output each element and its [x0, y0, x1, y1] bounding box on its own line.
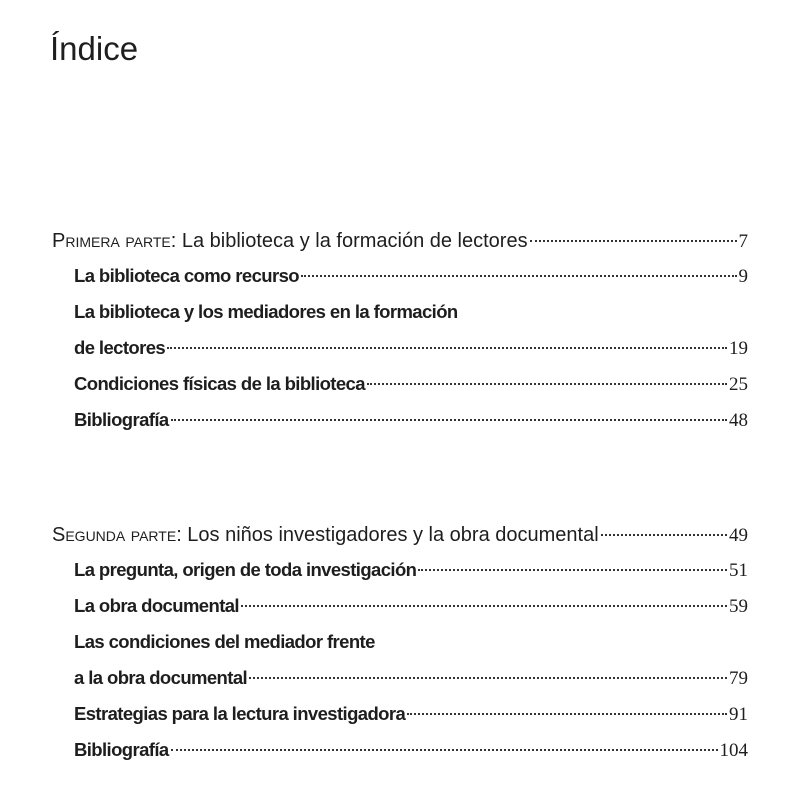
dot-leader — [407, 713, 727, 715]
page-number: 49 — [729, 525, 748, 546]
entry-title: La pregunta, origen de toda investigación — [74, 559, 417, 580]
toc-entry-continuation[interactable] — [52, 660, 748, 696]
page-number: 25 — [729, 374, 748, 395]
entry-title: de lectores — [74, 337, 166, 358]
entry-title: La biblioteca como recurso — [74, 265, 299, 286]
part-title: : Los niños investigadores y la obra documental — [176, 524, 599, 546]
entry-title: La obra documental — [74, 595, 239, 616]
dot-leader — [530, 240, 737, 242]
entry-title: Estrategias para la lectura investigadora — [74, 703, 406, 724]
toc-part-2 — [52, 518, 748, 768]
entry-title: La biblioteca y los mediadores en la formación — [74, 301, 458, 322]
dot-leader — [249, 677, 727, 679]
page-number: 104 — [719, 740, 748, 761]
entry-title: a la obra documental — [74, 667, 248, 688]
entry-title: Las condiciones del mediador frente — [74, 631, 375, 652]
page-number: 79 — [729, 668, 748, 689]
dot-leader — [301, 275, 737, 277]
toc-entry[interactable] — [52, 552, 748, 588]
dot-leader — [171, 749, 718, 751]
page-title: Índice — [50, 30, 139, 67]
page-number: 59 — [729, 596, 748, 617]
page-number: 19 — [729, 338, 748, 359]
toc-entry[interactable] — [52, 732, 748, 768]
toc-entry[interactable] — [52, 588, 748, 624]
entry-title: Bibliografía — [74, 409, 169, 430]
entry-title: Bibliografía — [74, 739, 169, 760]
toc-part-1 — [52, 224, 748, 438]
page-number: 9 — [738, 266, 748, 287]
dot-leader — [241, 605, 727, 607]
toc-entry-continuation[interactable] — [52, 330, 748, 366]
page-number: 48 — [729, 410, 748, 431]
page-number: 7 — [738, 231, 748, 252]
part-label: Primera parte — [52, 230, 171, 252]
dot-leader — [171, 419, 727, 421]
part-label: Segunda parte — [52, 524, 177, 546]
entry-title: Condiciones físicas de la biblioteca — [74, 373, 365, 394]
part-heading[interactable] — [52, 518, 748, 552]
toc-entry[interactable] — [52, 258, 748, 294]
dot-leader — [418, 569, 727, 571]
toc-entry[interactable] — [52, 402, 748, 438]
dot-leader — [367, 383, 727, 385]
toc-entry[interactable] — [52, 696, 748, 732]
page-number: 51 — [729, 560, 748, 581]
page-number: 91 — [729, 704, 748, 725]
part-title: : La biblioteca y la formación de lectores — [170, 230, 528, 252]
dot-leader — [167, 347, 727, 349]
part-heading[interactable] — [52, 224, 748, 258]
dot-leader — [601, 534, 727, 536]
toc-entry[interactable] — [52, 366, 748, 402]
toc-entry[interactable] — [52, 294, 748, 330]
toc-entry[interactable] — [52, 624, 748, 660]
